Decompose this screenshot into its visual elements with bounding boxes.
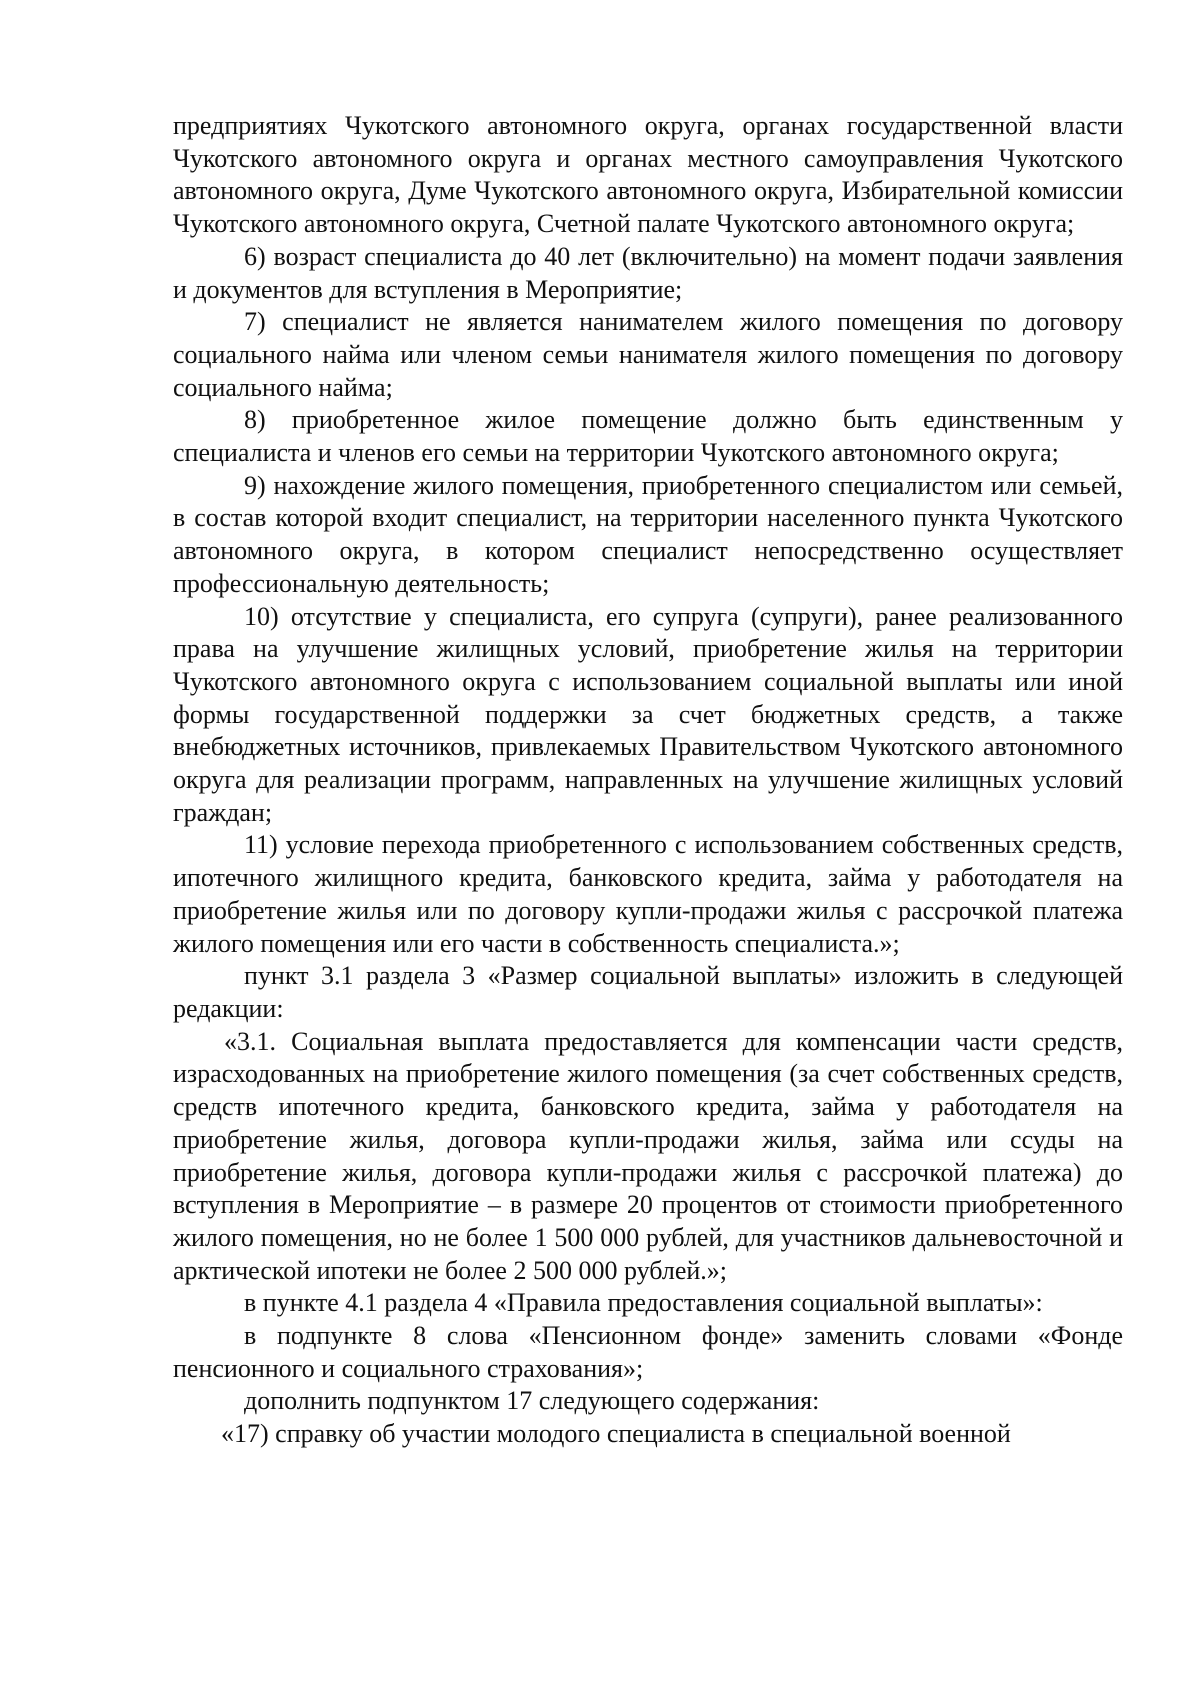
paragraph-subclause-8: в подпункте 8 слова «Пенсионном фонде» заменить словами «Фонде пенсионного и социального страхования»; <box>173 1321 1123 1383</box>
paragraph-item-11: 11) условие перехода приобретенного с использованием собственных средств, ипотечного жилищного кредита, банковского кредита, займа у работодателя на приобретение жилья или по договору купли-продажи жилья с рассрочкой платежа жилого помещения или его части в собственность специалиста.»; <box>173 830 1123 958</box>
paragraph-continuation: предприятиях Чукотского автономного округа, органах государственной власти Чукотского автономного округа и органах местного самоуправления Чукотского автономного округа, Думе Чукотского автономного округа, Избирательной комиссии Чукотского автономного округа, Счетной палате Чукотского автономного округа; <box>173 111 1123 239</box>
document-page <box>173 110 1123 1451</box>
paragraph-item-7: 7) специалист не является нанимателем жилого помещения по договору социального найма или членом семьи нанимателя жилого помещения по договору социального найма; <box>173 307 1123 402</box>
paragraph-add-subclause-17: дополнить подпунктом 17 следующего содержания: <box>244 1386 820 1416</box>
paragraph-item-6: 6) возраст специалиста до 40 лет (включительно) на момент подачи заявления и документов для вступления в Мероприятие; <box>173 241 1123 304</box>
paragraph-clause-4-1-intro: в пункте 4.1 раздела 4 «Правила предоставления социальной выплаты»: <box>244 1288 1043 1318</box>
paragraph-item-8: 8) приобретенное жилое помещение должно быть единственным у специалиста и членов его семьи на территории Чукотского автономного округа; <box>173 405 1123 468</box>
paragraph-clause-3-1-text: «3.1. Социальная выплата предоставляется для компенсации части средств, израсходованных на приобретение жилого помещения (за счет собственных средств, средств ипотечного кредита, банковского кредита, займа у работодателя на приобретение жилья, договора купли-продажи жилья, займа или ссуды на приобретение жилья, договора купли-продажи жилья с рассрочкой платежа) до вступления в Мероприятие – в размере 20 процентов от стоимости приобретенного жилого помещения, но не более 1 500 000 рублей, для участников дальневосточной и арктической ипотеки не более 2 500 000 рублей.»; <box>173 1026 1123 1285</box>
paragraph-item-9: 9) нахождение жилого помещения, приобретенного специалистом или семьей, в состав которой входит специалист, на территории населенного пункта Чукотского автономного округа, в котором специалист непосредственно осуществляет профессиональную деятельность; <box>173 470 1123 598</box>
paragraph-clause-3-1-intro: пункт 3.1 раздела 3 «Размер социальной выплаты» изложить в следующей редакции: <box>173 961 1123 1023</box>
paragraph-subclause-17-text: «17) справку об участии молодого специалиста в специальной военной <box>221 1419 1011 1449</box>
paragraph-item-10: 10) отсутствие у специалиста, его супруга (супруги), ранее реализованного права на улучшение жилищных условий, приобретение жилья на территории Чукотского автономного округа с использованием социальной выплаты или иной формы государственной поддержки за счет бюджетных средств, а также внебюджетных источников, привлекаемых Правительством Чукотского автономного округа для реализации программ, направленных на улучшение жилищных условий граждан; <box>173 601 1123 827</box>
